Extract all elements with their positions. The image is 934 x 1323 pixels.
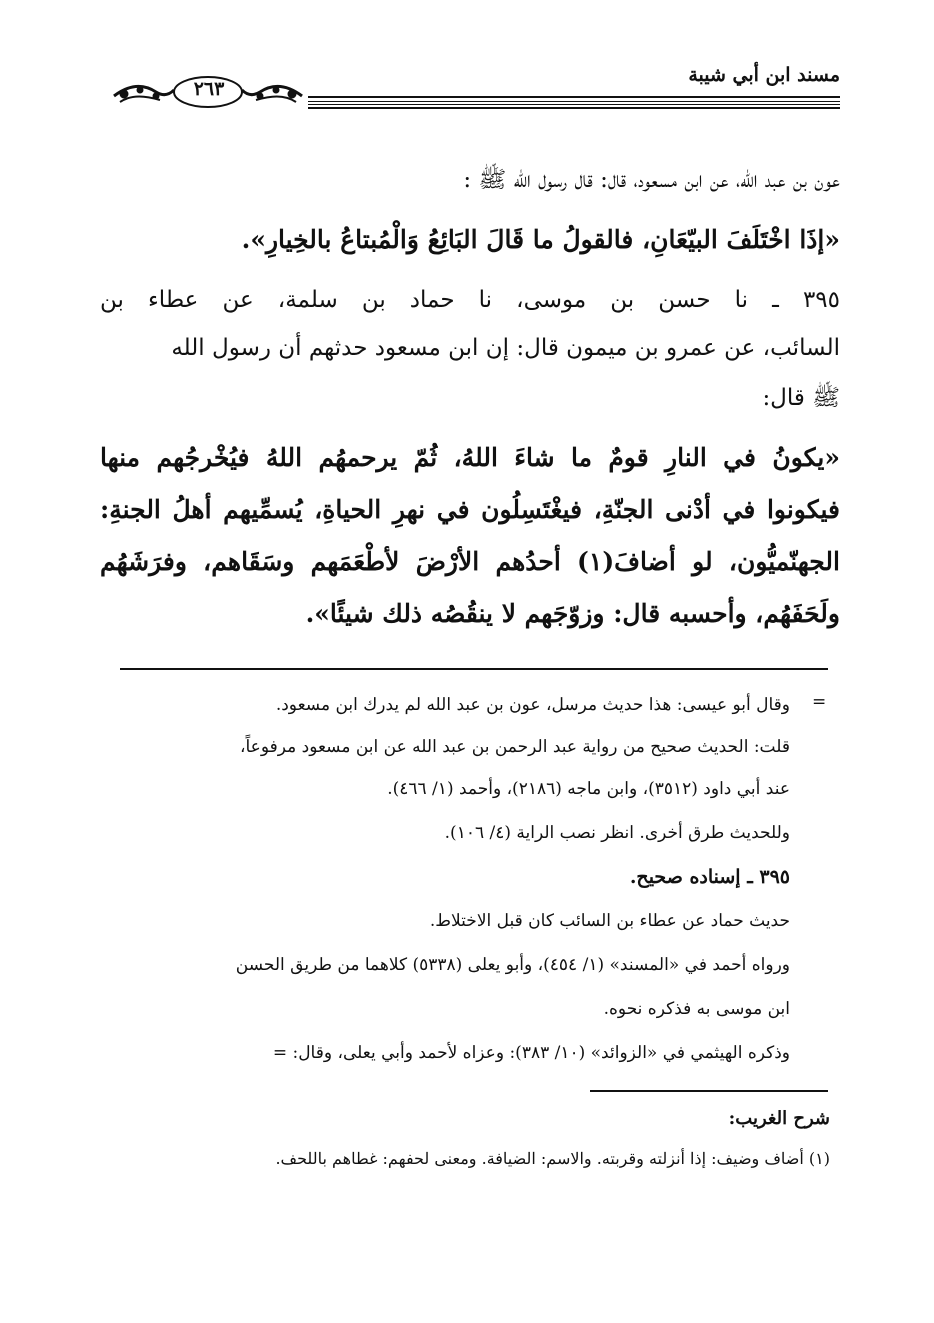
footnote-line: وذكره الهيثمي في «الزوائد» (١٠/ ٣٨٣): وعزاه لأحمد وأبي يعلى، وقال: = [272,1043,790,1063]
footnote-heading: ٣٩٥ ـ إسناده صحيح. [629,866,790,888]
text-line: السائب، عن عمرو بن ميمون قال: إن ابن مسعود حدثهم أن رسول الله [171,335,840,361]
hadith-text: فيكونوا في أدْنى الجنّةِ، فيغْتَسِلُون في نهرِ الحياةِ، يُسمِّيهم أهلُ الجنةِ: [100,495,840,524]
hadith-text: «يكونُ في النارِ قومٌ ما شاءَ اللهُ، ثُمّ يرحمهُم اللهُ فيُخْرجُهم منها [100,443,840,472]
text-line: عون بن عبد الله، عن ابن مسعود، قال: قال رسول الله ﷺ : [463,167,840,193]
gloss-divider [590,1090,828,1092]
footnote-line: وقال أبو عيسى: هذا حديث مرسل، عون بن عبد الله لم يدرك ابن مسعود. [275,695,790,715]
footnote-line: حديث حماد عن عطاء بن السائب كان قبل الاختلاط. [429,911,790,931]
running-title: مسند ابن أبي شيبة [688,64,840,86]
page-header [110,56,840,112]
page-number: ٢٦٣ [193,78,225,100]
footnote-line: عند أبي داود (٣٥١٢)، وابن ماجه (٢١٨٦)، وأحمد (١/ ٤٦٦). [387,779,790,799]
footnote-line: ورواه أحمد في «المسند» (١/ ٤٥٤)، وأبو يعلى (٥٣٣٨) كلاهما من طريق الحسن [235,955,790,975]
footnote-divider [120,668,828,670]
gloss-title: شرح الغريب: [728,1108,830,1129]
text-line: ﷺ قال: [762,385,840,411]
footnote-line: ابن موسى به فذكره نحوه. [603,999,790,1019]
hadith-text: الجهنّميُّون، لو أضافَ(١) أحدُهم الأرْضَ لأطْعَمَهم وسَقَاهم، وفرَشَهُم [100,547,840,576]
hadith-text: ولَحَفَهُم، وأحسبه قال: وزوّجَهم لا ينقُصُه ذلك شيئًا». [305,599,840,628]
footnote-line: وللحديث طرق أخرى. انظر نصب الراية (٤/ ١٠٦). [444,823,790,843]
header-rule [308,96,840,109]
continuation-mark: = [812,692,827,712]
hadith-text: «إذَا اخْتَلَفَ البيّعَانِ، فالقولُ ما قَالَ البَائِعُ وَالْمُبتاعُ بالخِيارِ». [241,225,840,254]
footnote-line: قلت: الحديث صحيح من رواية عبد الرحمن بن عبد الله عن ابن مسعود مرفوعاً، [240,737,790,757]
hadith-number-line: ٣٩٥ ـ نا حسن بن موسى، نا حماد بن سلمة، عن عطاء بن [100,287,840,313]
gloss-line: (١) أضاف وضيف: إذا أنزلته وقربته. والاسم: الضيافة. ومعنى لحفهم: غطاهم باللحف. [275,1149,830,1168]
